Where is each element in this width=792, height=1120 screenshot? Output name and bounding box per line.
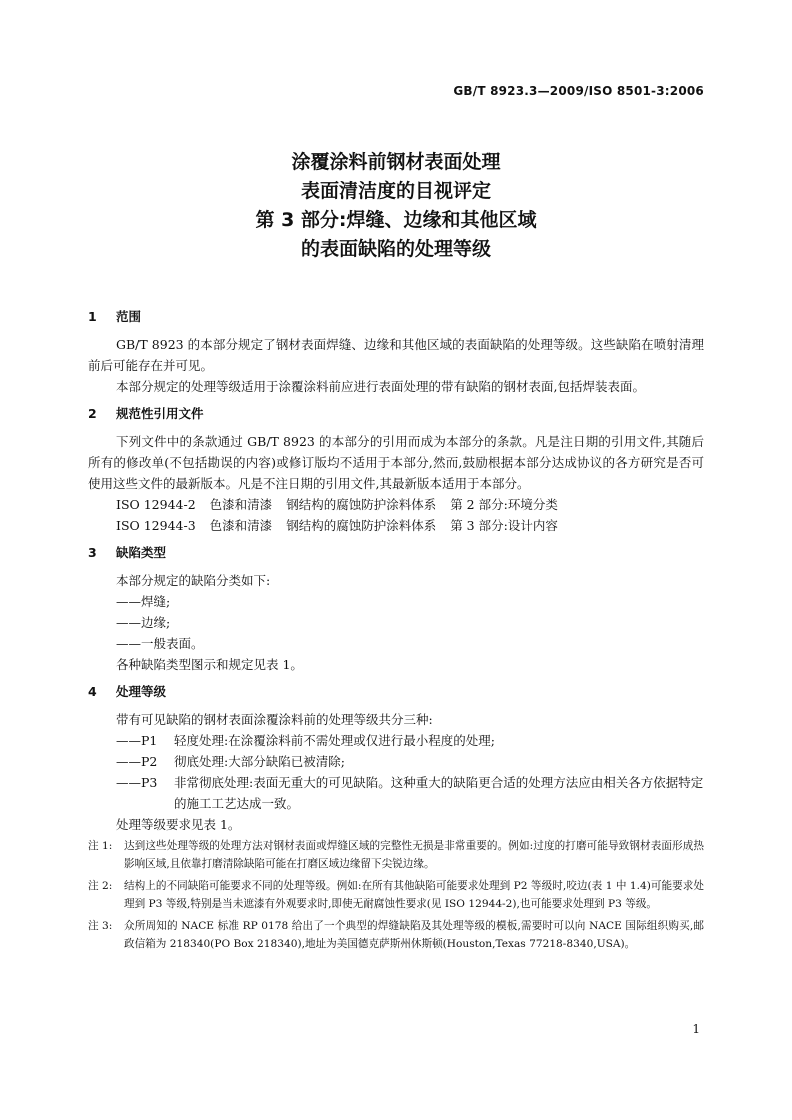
reference-item [88, 494, 704, 515]
title-line-4: 的表面缺陷的处理等级 [300, 238, 491, 260]
note-label: 注 1: [88, 840, 113, 852]
section-title: 缺陷类型 [116, 545, 167, 560]
treatment-level-p1 [88, 730, 704, 751]
section-title: 处理等级 [116, 684, 167, 699]
closing-text: 处理等级要求见表 1。 [116, 817, 241, 832]
reference-code: ISO 12944-3 [116, 518, 196, 533]
title-line-3: 第 3 部分:焊缝、边缘和其他区域 [255, 209, 537, 231]
note-3 [88, 917, 704, 953]
section-1-heading [88, 306, 704, 328]
title-line-2: 表面清洁度的目视评定 [300, 180, 491, 202]
treatment-level-p3 [88, 772, 704, 814]
section-title: 范围 [116, 309, 142, 324]
title-line-1: 涂覆涂料前钢材表面处理 [291, 151, 501, 173]
note-label: 注 3: [88, 920, 113, 932]
section-number: 2 [88, 406, 97, 421]
level-code: ——P1 [116, 733, 158, 748]
reference-system: 钢结构的腐蚀防护涂料体系 [286, 497, 437, 512]
level-text: 非常彻底处理:表面无重大的可见缺陷。这种重大的缺陷更合适的处理方法应由相关各方依据特定的施工工艺达成一致。 [174, 775, 704, 811]
reference-org: 色漆和清漆 [209, 497, 273, 512]
document-title [0, 148, 792, 264]
header-standard-code: GB/T 8923.3—2009/ISO 8501-3:2006 [453, 84, 704, 98]
intro-text: 本部分规定的缺陷分类如下: [116, 573, 271, 588]
level-text: 轻度处理:在涂覆涂料前不需处理或仅进行最小程度的处理; [174, 733, 495, 748]
section-number: 3 [88, 545, 97, 560]
section-4-heading [88, 681, 704, 703]
paragraph: GB/T 8923 的本部分规定了钢材表面焊缝、边缘和其他区域的表面缺陷的处理等级。这些缺陷在喷射清理前后可能存在并可见。 [88, 337, 704, 373]
notes [88, 837, 704, 953]
reference-item [88, 515, 704, 536]
reference-org: 色漆和清漆 [209, 518, 273, 533]
note-2 [88, 877, 704, 913]
note-1 [88, 837, 704, 873]
note-label: 注 2: [88, 880, 113, 892]
reference-part: 第 3 部分:设计内容 [450, 518, 558, 533]
level-code: ——P3 [116, 775, 158, 790]
list-item: ——焊缝; [116, 594, 171, 609]
section-number: 1 [88, 309, 97, 324]
section-number: 4 [88, 684, 97, 699]
list-item: ——边缘; [116, 615, 171, 630]
section-3-body [88, 570, 704, 675]
page-number: 1 [692, 1022, 700, 1036]
paragraph: 本部分规定的处理等级适用于涂覆涂料前应进行表面处理的带有缺陷的钢材表面,包括焊装表面。 [116, 379, 645, 394]
list-item: ——一般表面。 [116, 636, 204, 651]
section-2-heading [88, 403, 704, 425]
treatment-level-p2 [88, 751, 704, 772]
note-text: 结构上的不同缺陷可能要求不同的处理等级。例如:在所有其他缺陷可能要求处理到 P2 等级时,咬边(表 1 中 1.4)可能要求处理到 P3 等级,特别是当未遮漆有外观要求时,即使无耐腐蚀性要求(见 ISO 12944-2),也可能要求处理到 P3 等级。 [124, 880, 704, 910]
reference-system: 钢结构的腐蚀防护涂料体系 [286, 518, 437, 533]
reference-part: 第 2 部分:环境分类 [450, 497, 558, 512]
level-code: ——P2 [116, 754, 158, 769]
section-title: 规范性引用文件 [116, 406, 204, 421]
intro-text: 带有可见缺陷的钢材表面涂覆涂料前的处理等级共分三种: [116, 712, 433, 727]
section-3-heading [88, 542, 704, 564]
section-1-body [88, 334, 704, 397]
note-text: 达到这些处理等级的处理方法对钢材表面或焊缝区域的完整性无损是非常重要的。例如:过度的打磨可能导致钢材表面形成热影响区域,且依靠打磨清除缺陷可能在打磨区域边缘留下尖锐边缘。 [124, 840, 704, 870]
closing-text: 各种缺陷类型图示和规定见表 1。 [116, 657, 303, 672]
section-4-body [88, 709, 704, 953]
level-text: 彻底处理:大部分缺陷已被清除; [174, 754, 345, 769]
paragraph: 下列文件中的条款通过 GB/T 8923 的本部分的引用而成为本部分的条款。凡是注日期的引用文件,其随后所有的修改单(不包括勘误的内容)或修订版均不适用于本部分,然而,鼓励根据本部分达成协议的各方研究是否可使用这些文件的最新版本。凡是不注日期的引用文件,其最新版本适用于本部分。 [88, 434, 704, 491]
reference-code: ISO 12944-2 [116, 497, 196, 512]
note-text: 众所周知的 NACE 标准 RP 0178 给出了一个典型的焊缝缺陷及其处理等级的模板,需要时可以向 NACE 国际组织购买,邮政信箱为 218340(PO Box 218340),地址为美国德克萨斯州休斯顿(Houston,Texas 77218-8340,USA)。 [124, 920, 704, 950]
document-body [88, 300, 704, 959]
section-2-body [88, 431, 704, 536]
